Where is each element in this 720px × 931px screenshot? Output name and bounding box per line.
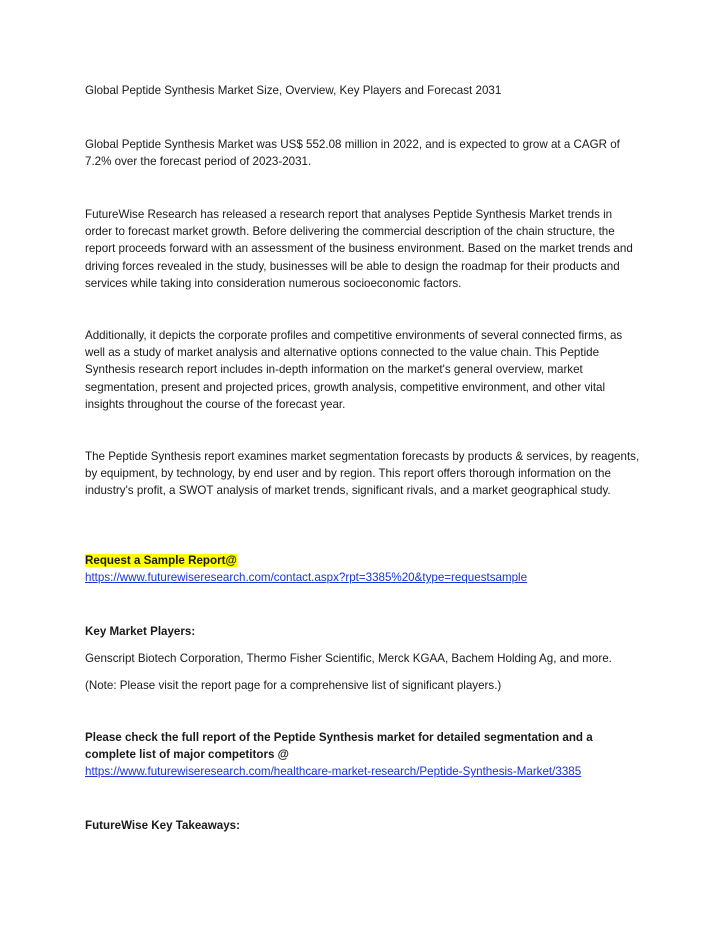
additionally-paragraph: Additionally, it depicts the corporate profiles and competitive environments of several connected firms, as well as a study of market analysis and alternative options connected to the value chain. This Peptide Synthesis research report includes in-depth information on the market's general overview, market segmentation, present and projected prices, growth analysis, competitive environment, and other vital insights throughout the course of the forecast year. — [85, 329, 623, 411]
key-players-heading: Key Market Players: — [85, 625, 196, 638]
sample-request-section — [85, 552, 640, 586]
key-players-note: (Note: Please visit the report page for a comprehensive list of significant players.) — [85, 679, 502, 692]
futurewise-paragraph: FutureWise Research has released a research report that analyses Peptide Synthesis Market trends in order to forecast market growth. Before delivering the commercial description of the chain structure, the report proceeds forward with an assessment of the business environment. Based on the market trends and driving forces revealed in the study, businesses will be able to design the roadmap for their products and services while taking into consideration numerous socioeconomic factors. — [85, 208, 633, 290]
key-players-list: Genscript Biotech Corporation, Thermo Fisher Scientific, Merck KGAA, Bachem Holding Ag, and more. — [85, 652, 612, 665]
sample-request-label: Request a Sample Report@ — [85, 554, 237, 567]
takeaways-heading: FutureWise Key Takeaways: — [85, 819, 240, 832]
sample-request-link[interactable]: https://www.futurewiseresearch.com/contact.aspx?rpt=3385%20&type=requestsample — [85, 571, 528, 585]
full-report-label: Please check the full report of the Peptide Synthesis market for detailed segmentation and a complete list of major competitors @ — [85, 731, 593, 762]
document-title: Global Peptide Synthesis Market Size, Overview, Key Players and Forecast 2031 — [85, 84, 502, 97]
full-report-link[interactable]: https://www.futurewiseresearch.com/healthcare-market-research/Peptide-Synthesis-Market/3385 — [85, 765, 582, 779]
segmentation-paragraph: The Peptide Synthesis report examines market segmentation forecasts by products & services, by reagents, by equipment, by technology, by end user and by region. This report offers thorough information on the industry's profit, a SWOT analysis of market trends, significant rivals, and a market geographical study. — [85, 450, 640, 498]
full-report-section — [85, 729, 640, 781]
market-size-paragraph: Global Peptide Synthesis Market was US$ 552.08 million in 2022, and is expected to grow at a CAGR of 7.2% over the forecast period of 2023-2031. — [85, 138, 620, 169]
